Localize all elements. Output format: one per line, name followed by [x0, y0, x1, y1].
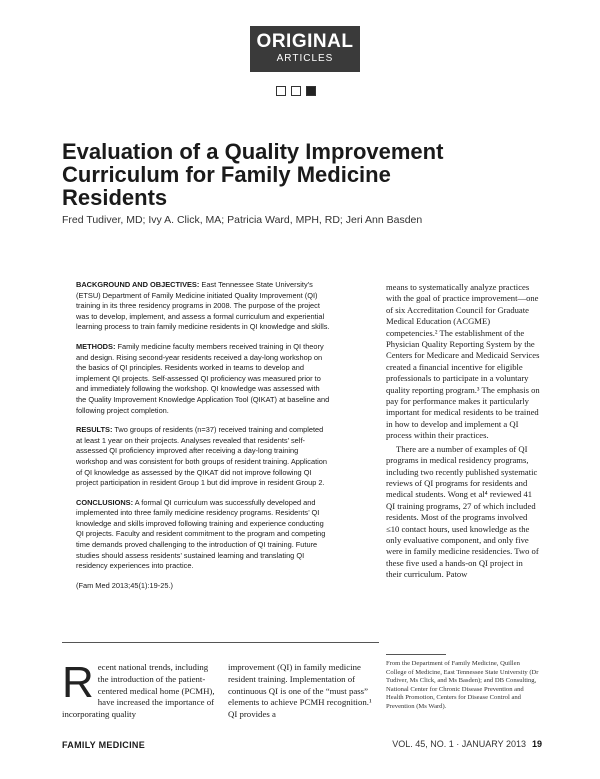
abstract-background — [76, 280, 330, 333]
section-tag-title: ORIGINAL — [256, 31, 354, 52]
abstract-results — [76, 425, 330, 489]
abstract — [76, 280, 330, 600]
body-text: ecent national trends, including the introduction of the patient-centered medical home (PCMH), have increased the importance of incorporating quality — [62, 662, 215, 720]
section-tag-subtitle: ARTICLES — [276, 53, 334, 64]
right-column — [386, 282, 540, 581]
marker-square-empty-icon — [291, 86, 301, 96]
abstract-label: METHODS: — [76, 341, 116, 351]
marker-square-filled-icon — [306, 86, 316, 96]
abstract-text: Two groups of residents (n=37) received training and completed at least 1 year on their projects. Analyses revealed that residents’ self-assessed QI proficiency improved after receiving a day-long training workshop and was consistent for both groups of resident training. Application of QI knowledge as assessed by the QIKAT did not improve following QI project participation in resident Group 1 but did improve in resident Group 2. — [76, 425, 328, 488]
abstract-text: East Tennessee State University’s (ETSU) Department of Family Medicine initiated Quality Improvement (QI) training in its three residency programs in 2008. The purpose of the project was to develop, implement, and assess a formal curriculum and experiential learning process to train family medicine residents in QI knowledge and skills. — [76, 280, 330, 332]
section-marker — [276, 86, 316, 96]
section-tag — [250, 26, 360, 72]
body-column-1 — [62, 658, 216, 721]
body-column-2: improvement (QI) in family medicine resident training. Implementation of continuous QI is one of the “must pass” elements to achieve PCMH recognition.¹ QI provides a — [228, 662, 372, 720]
abstract-label: CONCLUSIONS: — [76, 497, 134, 507]
author-affiliation: From the Department of Family Medicine, Quillen College of Medicine, East Tennessee State University (Dr Tudiver, Ms Click, and Ms Basden); and DB Consulting, National Center for Chronic Disease Prevention and Health Promotion, Centers for Disease Control and Prevention (Ms Ward). — [386, 660, 539, 710]
article-authors: Fred Tudiver, MD; Ivy A. Click, MA; Patricia Ward, MPH, RD; Jeri Ann Basden — [62, 214, 423, 226]
footnote-divider — [386, 654, 446, 655]
section-divider — [62, 642, 379, 643]
page-number: 19 — [531, 739, 542, 749]
footer-issue-text: VOL. 45, NO. 1 · JANUARY 2013 — [392, 739, 526, 749]
abstract-label: RESULTS: — [76, 425, 113, 435]
drop-cap: R — [62, 658, 94, 707]
marker-square-empty-icon — [276, 86, 286, 96]
abstract-citation: (Fam Med 2013;45(1):19-25.) — [76, 580, 173, 590]
abstract-text: A formal QI curriculum was successfully developed and implemented into three family medicine residency programs. Residents’ QI knowledge and skills improved following training and experience conducting QI projects. Faculty and resident commitment to the program and competing time demands proved challenging to the introduction of QI training. Future studies should assess residents’ sustained learning and translating QI residency experiences into practice. — [76, 497, 326, 571]
abstract-label: BACKGROUND AND OBJECTIVES: — [76, 280, 200, 289]
abstract-conclusions — [76, 498, 330, 572]
footer-journal: FAMILY MEDICINE — [62, 740, 146, 750]
body-paragraph: There are a number of examples of QI programs in medical residency programs, including two recently published systematic reviews of QI programs for residents and medical students. Wong et al⁴ reviewed 41 QI training programs, 27 of which included residents. Most of the programs involved ≤10 contact hours, used knowledge as the only evaluative component, and only five were in family medicine residencies. Two of these five used a hands-on QI project in their curriculum. Patow — [386, 443, 539, 580]
abstract-methods — [76, 342, 330, 416]
body-paragraph: means to systematically analyze practices with the goal of practice improvement—one of six Accreditation Council for Graduate Medical Education (ACGME) competencies.² The establishment of the Physician Quality Reporting System by the Centers for Medicare and Medicaid Services created a financial incentive for eligible professionals to participate in a voluntary quality reporting program.³ The emphasis on pay for performance makes it particularly important for medical residents to be trained in how to develop and implement a QI process within their practices. — [386, 282, 540, 441]
abstract-text: Family medicine faculty members received training in QI theory and design. Rising second-year residents received a day-long workshop on the basics of QI principles. Residents worked in teams to develop and implement QI projects. Self-assessed QI proficiency was measured prior to and immediately following the workshop. QI knowledge was assessed with the Quality Improvement Knowledge Application Tool (QIKAT) at baseline and following project completion. — [76, 341, 330, 415]
footer-issue — [366, 739, 542, 749]
article-title: Evaluation of a Quality Improvement Curriculum for Family Medicine Residents — [62, 139, 444, 210]
